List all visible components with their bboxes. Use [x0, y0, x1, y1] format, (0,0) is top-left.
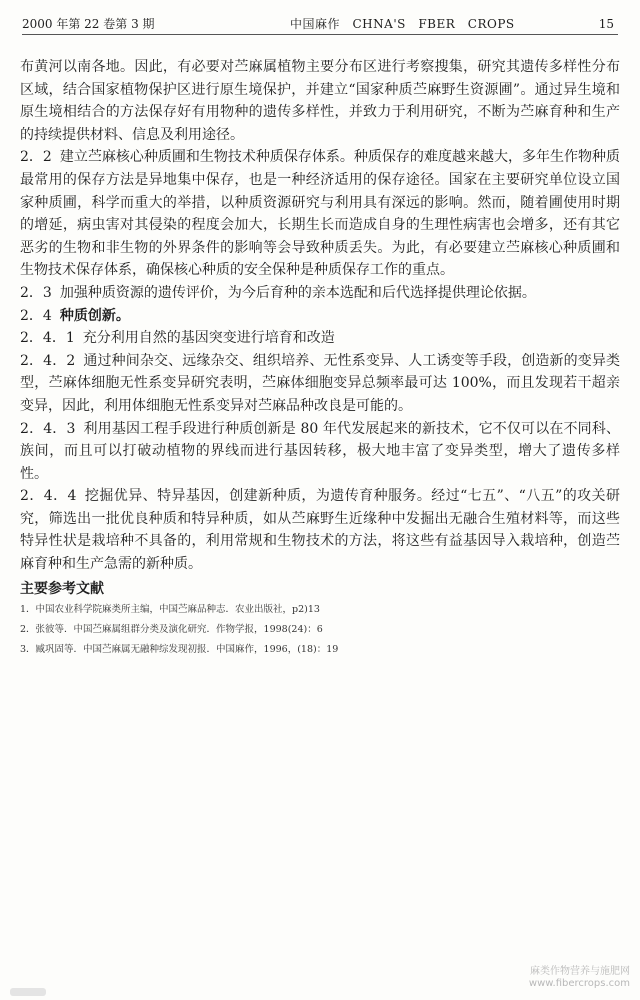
- section-number: 2．4．1: [20, 330, 75, 347]
- watermark-url: www.fibercrops.com: [528, 978, 630, 989]
- section-number: 2．4．4: [20, 488, 77, 505]
- paragraph-text: 建立苎麻核心种质圃和生物技术种质保存体系。种质保存的难度越来越大，多年生作物种质最常用的保存方法是异地集中保存，也是一种经济适用的保存途径。国家在主要研究单位设立国家种质圃，科学而重大的举措，以种质资源研究与利用具有深远的影响。然而，随着圃使用时期的增延，病虫害对其侵染的程度会加大，长期生长而造成自身的生理性病害也会增多，还有其它恶劣的生物和非生物的外界条件的影响等会导致种质丢失。为此，有必要建立苎麻核心种质圃和生物技术保存体系，确保核心种质的安全保种是种质保存工作的重点。: [20, 149, 620, 279]
- section-heading: [20, 305, 620, 328]
- running-header: [22, 14, 618, 35]
- paragraph: [20, 56, 620, 146]
- paragraph-text: 布黄河以南各地。因此，有必要对苎麻属植物主要分布区进行考察搜集，研究其遗传多样性分布区域，结合国家植物保护区进行原生境保护，并建立“国家种质苎麻野生资源圃”。通过异生境和原生境相结合的方法保存好有用物种的遗传多样性，并致力于利用研究，不断为苎麻育种和生产的持续提供材料、信息及利用途径。: [20, 59, 620, 143]
- scan-artifact: [10, 988, 46, 996]
- references-title: 主要参考文献: [20, 580, 104, 597]
- watermark-site-name: 麻类作物营养与施肥网: [530, 966, 630, 977]
- page-number: 15: [598, 17, 614, 31]
- reference-item: 3．臧巩固等．中国苎麻属无融种综发现初报．中国麻作，1996，(18)：19: [20, 643, 339, 655]
- reference-item: 1．中国农业科学院麻类所主编，中国苎麻品种志．农业出版社，p2)13: [20, 603, 320, 615]
- section-paragraph: [20, 418, 620, 486]
- section-number: 2．3: [20, 284, 52, 301]
- paragraph-text: 充分利用自然的基因突变进行培育和改造: [82, 330, 335, 347]
- section-paragraph: [20, 350, 620, 418]
- site-watermark: [510, 966, 630, 990]
- reference-list: [20, 600, 620, 660]
- section-paragraph: [20, 146, 620, 282]
- section-number: 2．4．2: [20, 352, 76, 369]
- section-number: 2．4: [20, 307, 52, 324]
- section-heading-text: 种质创新。: [59, 307, 130, 324]
- section-paragraph: [20, 327, 620, 350]
- journal-issue: 2000 年第 22 卷第 3 期: [22, 17, 155, 31]
- body-text: [20, 56, 620, 660]
- paragraph-text: 挖掘优异、特异基因，创建新种质，为遗传育种服务。经过“七五”、“八五”的攻关研究，筛选出一批优良种质和特异种质，如从苎麻野生近缘种中发掘出无融合生殖材料等，而这些特异性状是栽培种不具备的，利用常规和生物技术的方法，将这些有益基因导入栽培种，创造苎麻育种和生产急需的新种质。: [20, 488, 620, 573]
- section-paragraph: [20, 282, 620, 305]
- paragraph-text: 加强种质资源的遗传评价，为今后育种的亲本选配和后代选择提供理论依据。: [59, 284, 536, 301]
- section-number: 2．2: [20, 149, 52, 166]
- section-paragraph: [20, 485, 620, 575]
- reference-item: 2．张彼等．中国苎麻属组群分类及演化研究．作物学报，1998(24)：6: [20, 623, 323, 635]
- section-number: 2．4．3: [20, 420, 76, 437]
- paragraph-text: 通过种间杂交、远缘杂交、组织培养、无性系变异、人工诱变等手段，创造新的变异类型，苎麻体细胞无性系变异研究表明，苎麻体细胞变异总频率最可达 100%，而且发现若干超亲变异，因此，利用体细胞无性系变异对苎麻品种改良是可能的。: [20, 352, 620, 414]
- journal-title: 中国麻作 CHNA'S FBER CROPS: [290, 17, 515, 31]
- paragraph-text: 利用基因工程手段进行种质创新是 80 年代发展起来的新技术，它不仅可以在不同科、族间，而且可以打破动植物的界线而进行基因转移，极大地丰富了变异类型，增大了遗传多样性。: [20, 420, 620, 482]
